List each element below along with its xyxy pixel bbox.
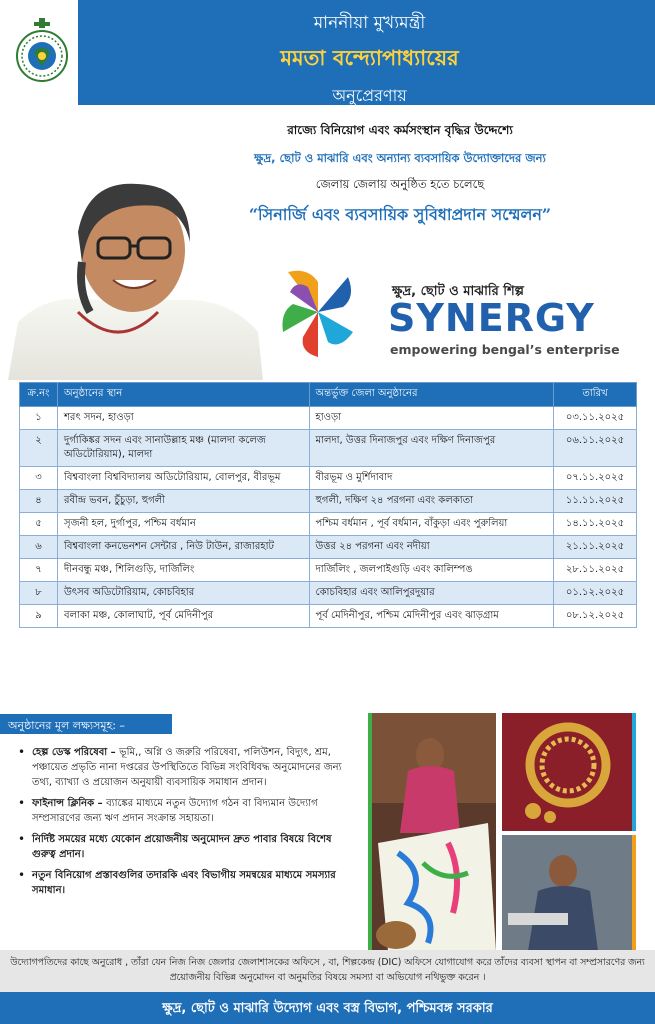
row-venue: রবীন্দ্র ভবন, চুঁচুড়া, হুগলী <box>57 490 309 513</box>
row-no: ৯ <box>20 605 58 628</box>
list-item <box>18 868 348 898</box>
chief-minister-portrait <box>8 172 263 380</box>
industry-photo-collage <box>368 713 636 951</box>
row-districts: মালদা, উত্তর দিনাজপুর এবং দক্ষিণ দিনাজপুর <box>309 430 554 467</box>
events-table <box>19 382 637 628</box>
objective-text: ভূমি,, অগ্নি ও জরুরি পরিষেবা, পলিউশন, বিদ্যুৎ, শ্রম, পঞ্চায়েত প্রভৃতি নানা দপ্তরের উপস্থিতিতে বিভিন্ন সংবিধিবদ্ধ অনুমোদনের জন্য তথ্য, ব্যাখ্যা ও প্রয়োজন অনুযায়ী ব্যবসায়িক সমাধান প্রদান। <box>32 747 342 788</box>
row-venue: বলাকা মঞ্চ, কোলাঘাট, পূর্ব মেদিনীপুর <box>57 605 309 628</box>
synergy-logo-icon <box>278 262 358 362</box>
objective-heading: নির্দিষ্ট সময়ের মধ্যে যেকোন প্রয়োজনীয় অনুমোদন দ্রুত পাবার বিষয়ে বিশেষ গুরুত্ব প্রদান। <box>32 834 332 860</box>
header-line-3: অনুপ্রেরণায় <box>332 86 407 105</box>
row-districts: কোচবিহার এবং আলিপুরদুয়ার <box>309 582 554 605</box>
row-no: ৩ <box>20 467 58 490</box>
row-no: ৫ <box>20 513 58 536</box>
synergy-subtitle: ক্ষুদ্র, ছোট ও মাঝারি শিল্প <box>392 284 524 299</box>
row-venue: বিশ্ববাংলা বিশ্ববিদ্যালয় অডিটোরিয়াম, বোলপুর, বীরভূম <box>57 467 309 490</box>
header-line-1: মাননীয়া মুখ্যমন্ত্রী <box>313 13 426 33</box>
row-no: ৪ <box>20 490 58 513</box>
header-districts: অন্তর্ভুক্ত জেলা অনুষ্ঠানের <box>309 383 554 407</box>
intro-line-3: জেলায় জেলায় অনুষ্ঠিত হতে চলেছে <box>315 177 485 191</box>
row-date: ২৮.১১.২০২৫ <box>554 559 637 582</box>
table-row <box>20 430 637 467</box>
row-venue: দীনবন্ধু মঞ্চ, শিলিগুড়ি, দার্জিলিং <box>57 559 309 582</box>
row-date: ০৭.১১.২০২৫ <box>554 467 637 490</box>
table-row <box>20 536 637 559</box>
row-venue: বিশ্ববাংলা কনভেনশন সেন্টার , নিউ টাউন, রাজারহাট <box>57 536 309 559</box>
row-districts: হুগলী, দক্ষিণ ২৪ পরগনা এবং কলকাতা <box>309 490 554 513</box>
synergy-wordmark: SYNERGY <box>388 296 595 340</box>
header <box>0 0 655 105</box>
row-venue: উৎসব অডিটোরিয়াম, কোচবিহার <box>57 582 309 605</box>
emblem-panel <box>0 0 84 105</box>
event-title: “সিনার্জি এবং ব্যবসায়িক সুবিধাপ্রদান সম্মেলন” <box>248 205 552 224</box>
row-date: ১৪.১১.২০২৫ <box>554 513 637 536</box>
row-date: ১১.১১.২০২৫ <box>554 490 637 513</box>
row-districts: পূর্ব মেদিনীপুর, পশ্চিম মেদিনীপুর এবং ঝাড়গ্রাম <box>309 605 554 628</box>
row-venue: শরৎ সদন, হাওড়া <box>57 407 309 430</box>
objective-heading: নতুন বিনিয়োগ প্রস্তাবগুলির তদারকি এবং বিভাগীয় সমন্বয়ের মাধ্যমে সমস্যার সমাধান। <box>32 870 336 896</box>
row-date: ০১.১২.২০২৫ <box>554 582 637 605</box>
row-no: ৮ <box>20 582 58 605</box>
objective-heading: ফাইনান্স ক্লিনিক – <box>32 798 107 809</box>
list-item <box>18 832 348 862</box>
row-districts: বীরভূম ও মুর্শিদাবাদ <box>309 467 554 490</box>
table-row <box>20 559 637 582</box>
row-date: ০৬.১১.২০২৫ <box>554 430 637 467</box>
table-row <box>20 582 637 605</box>
row-districts: পশ্চিম বর্ধমান , পূর্ব বর্ধমান, বাঁকুড়া এবং পুরুলিয়া <box>309 513 554 536</box>
row-date: ২১.১১.২০২৫ <box>554 536 637 559</box>
table-header-row <box>20 383 637 407</box>
header-text <box>84 0 655 105</box>
objective-heading: হেল্প ডেস্ক পরিষেবা – <box>32 747 120 758</box>
table-row <box>20 513 637 536</box>
objectives-title: অনুষ্ঠানের মূল লক্ষ্যসমূহ: – <box>0 714 172 734</box>
row-districts: দার্জিলিং , জলপাইগুড়ি এবং কালিম্পঙ <box>309 559 554 582</box>
row-no: ৬ <box>20 536 58 559</box>
row-districts: উত্তর ২৪ পরগনা এবং নদীয়া <box>309 536 554 559</box>
table-row <box>20 467 637 490</box>
row-date: ০৮.১২.২০২৫ <box>554 605 637 628</box>
row-date: ০৩.১১.২০২৫ <box>554 407 637 430</box>
objectives-list <box>18 745 348 904</box>
row-venue: দুর্গাকিঙ্কর সদন এবং সানাউল্লাহ মঞ্চ (মালদা কলেজ অডিটোরিয়াম), মালদা <box>57 430 309 467</box>
row-no: ৭ <box>20 559 58 582</box>
table-row <box>20 490 637 513</box>
header-venue: অনুষ্ঠানের স্থান <box>57 383 309 407</box>
request-note: উদ্যোগপতিদের কাছে অনুরোধ , তাঁরা যেন নিজ নিজ জেলার জেলাশাসকের অফিসে , বা, শিল্পকেন্দ্র (DIC) অফিসে যোগাযোগ করে তাঁদের ব্যবসা স্থাপন বা সম্প্রসারণের জন্য প্রয়োজনীয় বিভিন্ন অনুমোদন বা অনুমতির বিষয়ে সমস্যা বা অভিযোগ নথিভুক্ত করেন । <box>0 950 655 992</box>
row-venue: সৃজনী হল, দুর্গাপুর, পশ্চিম বর্ধমান <box>57 513 309 536</box>
row-no: ২ <box>20 430 58 467</box>
intro-line-1: রাজ্যে বিনিয়োগ এবং কর্মসংস্থান বৃদ্ধির উদ্দেশ্যে <box>287 123 513 137</box>
west-bengal-emblem-icon <box>14 18 70 82</box>
table-row <box>20 605 637 628</box>
intro-line-2: ক্ষুদ্র, ছোট ও মাঝারি এবং অন্যান্য ব্যবসায়িক উদ্যোক্তাদের জন্য <box>254 151 546 165</box>
department-footer: ক্ষুদ্র, ছোট ও মাঝারি উদ্যোগ এবং বস্ত্র বিভাগ, পশ্চিমবঙ্গ সরকার <box>0 992 655 1024</box>
list-item <box>18 796 348 826</box>
header-line-2: মমতা বন্দ্যোপাধ্যায়ের <box>280 46 459 70</box>
synergy-tagline: empowering bengal’s enterprise <box>390 342 620 357</box>
row-districts: হাওড়া <box>309 407 554 430</box>
list-item <box>18 745 348 790</box>
row-no: ১ <box>20 407 58 430</box>
header-date: তারিখ <box>554 383 637 407</box>
header-no: ক্র.নং <box>20 383 58 407</box>
objective-text: ব্যাঙ্কের মাধ্যমে নতুন উদ্যোগ গঠন বা বিদ্যমান উদ্যোগ সম্প্রসারণের জন্য ঋণ প্রদান সংক্রান্ত সহায়তা। <box>32 798 318 824</box>
table-row <box>20 407 637 430</box>
